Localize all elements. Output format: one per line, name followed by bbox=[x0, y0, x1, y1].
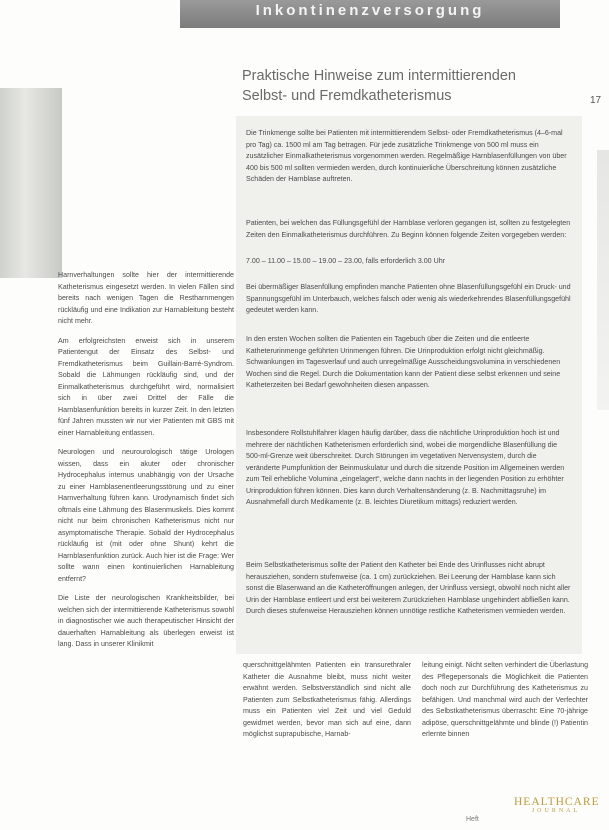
body-paragraph: Am erfolgreichsten erweist sich in unserem Patientengut der Einsatz des Selbst- und Fremdkatheterismus beim Guillain-Barré-Syndrom. Sobald die Lähmungen rückläufig sind, und der Einmalkatheterismus durchgeführt wird, normalisiert sich in über zwei Drittel der Fälle die Harnblasenfunktion bereits in kurzer Zeit. In den letzten fünf Jahren mussten wir nur vier Patienten mit GBS mit einer Harnableitung entlassen. bbox=[58, 336, 234, 437]
section-header-bar bbox=[180, 0, 560, 28]
info-box-paragraph: Insbesondere Rollstuhlfahrer klagen häufig darüber, dass die nächtliche Urinproduktion hoch ist und mehrere der nächtlichen Katheterismen erforderlich sind, wobei die morgendliche Blasenfüllung die 500-ml-Grenze weit überschreitet. Durch Störungen im vegetativen Nervensystem, durch die veränderte Pumpfunktion der Beinmuskulatur und durch die sitzende Position im Allgemeinen werden zum Teil erhebliche Volumina „eingelagert“, welche dann nachts in der liegenden Position zu erhöhter Urinproduktion führen können. Dies kann durch Verhaltensänderung (z. B. Nachmittagsruhe) im Ausnahmefall durch Medikamente (z. B. leichtes Diuretikum mittags) reduziert werden. bbox=[246, 429, 565, 506]
body-paragraph: Die Liste der neurologischen Krankheitsbilder, bei welchen sich der intermittierende Katheterismus sowohl in diagnostischer wie auch therapeutischer Hinsicht der dauerhaften Harnableitung als überlegen erweist ist lang. Dass in unserer Klinikmit bbox=[58, 594, 234, 648]
page-number: 17 bbox=[590, 95, 602, 106]
photo-fragment bbox=[0, 88, 62, 278]
info-box-paragraph: Patienten, bei welchen das Füllungsgefühl der Harnblase verloren gegangen ist, sollten zu festgelegten Zeiten den Einmalkatheterismus durchführen. Zu Beginn können folgende Zeiten vorgegeben werden: bbox=[246, 219, 571, 239]
body-paragraph: leitung einigt. Nicht selten verhindert die Überlastung des Pflegepersonals die Möglichkeit die Patienten doch noch zur Durchführung des Katheterismus zu befähigen. Und manchmal wird auch der Verfechter des Selbstkatheterismus überrascht: Eine 70-jährige adipöse, querschnittgelähmte und blinde (!) Patientin erlernte binnen bbox=[422, 661, 589, 738]
info-box-paragraph: In den ersten Wochen sollten die Patienten ein Tagebuch über die Zeiten und die entleerte Katheterurinmenge geführten Urinmengen führen. Die Urinproduktion erfolgt nicht gleichmäßig. Schwankungen im Tagesverlauf und auch unregelmäßige Ausscheidungsvolumina in verschiedenen Wochen sind die Regel. Durch die Dokumentation kann der Patient diese selbst erkennen und seine Katheterzeiten bei Bedarf gewohnheiten diesen anpassen. bbox=[246, 335, 561, 389]
bottom-right-column bbox=[422, 660, 588, 749]
info-box-paragraph: Die Trinkmenge sollte bei Patienten mit intermittierendem Selbst- oder Fremdkatheterismus (4–6-mal pro Tag) ca. 1500 ml am Tag betragen. Für jede zusätzliche Trinkmenge von 500 ml muss ein zusätzlicher Einmalkatheterismus vorgenommen werden. Regelmäßige Harnblasenfüllungen von über 400 bis 500 ml sollten vermieden werden, durch kontinuierliche Überschreitung können zusätzliche Schäden der Harnblase auftreten. bbox=[246, 129, 567, 183]
edge-decoration bbox=[597, 150, 609, 410]
logo-sub-text: JOURNAL bbox=[531, 808, 581, 814]
info-box-paragraph: Bei übermäßiger Blasenfüllung empfinden manche Patienten ohne Blasenfüllungsgefühl ein Druck- und Spannungsgefühl im Unterbauch, welches falsch oder wenig als wiederkehrendes Blasenfüllungsgefühl gedeutet werden kann. bbox=[246, 283, 571, 314]
left-column bbox=[58, 270, 234, 659]
section-title: Inkontinenzversorgung bbox=[255, 2, 485, 19]
logo-main-text: HEALTHCARE bbox=[514, 796, 600, 808]
bottom-middle-column bbox=[243, 660, 411, 749]
info-box-schedule: 7.00 – 11.00 – 15.00 – 19.00 – 23.00, falls erforderlich 3.00 Uhr bbox=[246, 257, 446, 265]
article-title bbox=[242, 66, 572, 106]
journal-logo bbox=[514, 796, 598, 814]
info-box-paragraph: Beim Selbstkatheterismus sollte der Patient den Katheter bei Ende des Urinflusses nicht abrupt herausziehen, sondern stufenweise (ca. 1 cm) zurückziehen. Bei Leerung der Harnblase kann sich sonst die Blasenwand an die Katheteröffnungen anlegen, der Urinfluss versiegt, obwohl noch nicht aller Urin der Harnblase entleert und erst bei weiterem Zurückziehen Harnblase ungehindert abfließen kann. Durch dieses stufenweise Herausziehen können unnötige restliche Katheterismen vermieden werden. bbox=[246, 561, 571, 615]
footer-page-label: Heft bbox=[466, 816, 479, 823]
body-paragraph: Neurologen und neurourologisch tätige Urologen wissen, dass ein akuter oder chronischer Hydrocephalus internus unabhängig von der Ursache zu einer Harnblasenentleerungsstörung und zu einer Harnverhaltung führen kann. Urodynamisch findet sich oftmals eine Lähmung des Blasenmuskels. Dies kommt nicht nur beim chronischen Katheterismus nicht nur asymptomatische Therapie. Sobald der Hydrocephalus rückläufig ist (mit oder ohne Shunt) kehrt die Harnblasenfunktion zurück. Auch hier ist die Frage: Wer sollte wann einen kontinuierlichen Harnableitung entfernt? bbox=[58, 448, 234, 583]
body-paragraph: Harnverhaltungen sollte hier der intermittierende Katheterismus eingesetzt werden. In vielen Fällen sind bereits nach wenigen Tagen die Restharnmengen rückläufig und eine Indikation zur Harnableitung besteht nicht mehr. bbox=[58, 271, 234, 325]
body-paragraph: querschnittgelähmten Patienten ein transurethraler Katheter die Ausnahme bleibt, muss nicht weiter erwähnt werden. Selbstverständlich sind nicht alle Patienten zum Selbstkatheterismus fähig. Allerdings muss ein Patienten viel Zeit und viel Geduld gewidmet werden, bevor man sich auf eine, dann möglichst suprapubische, Harnab- bbox=[243, 661, 411, 738]
article-title-line-1: Praktische Hinweise zum intermittierenden bbox=[242, 68, 516, 84]
article-title-line-2: Selbst- und Fremdkatheterismus bbox=[242, 88, 452, 104]
